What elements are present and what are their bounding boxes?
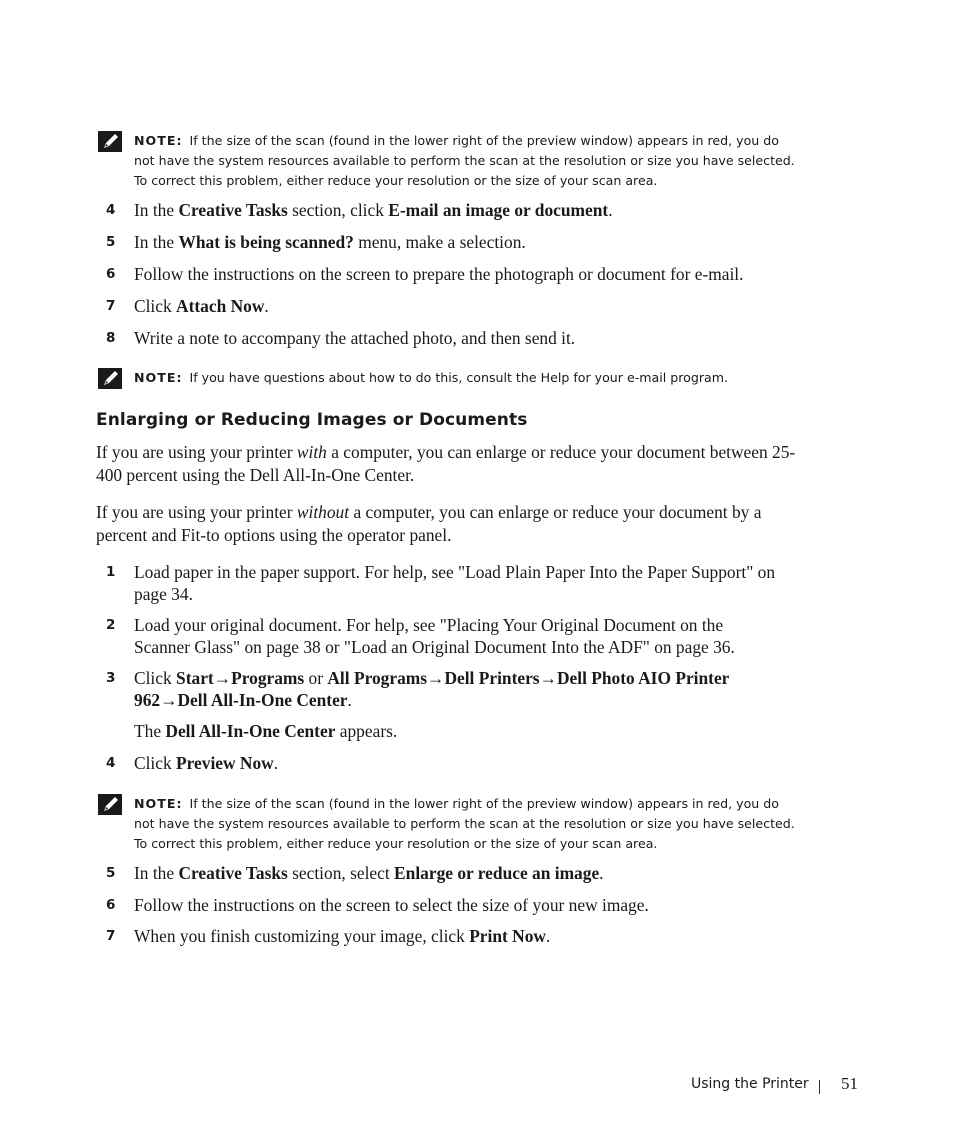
step-text: . [546,926,551,946]
step-text: Click [134,296,177,316]
note-label: NOTE: [134,133,183,148]
step-number: 1 [106,564,116,580]
paragraph [96,441,806,487]
step-text: Follow the instructions on the screen to select the size of your new image. [134,895,649,915]
arrow-icon: → [160,690,178,710]
menu-path-item: Dell All-In-One Center [177,690,348,710]
arrow-icon: → [427,668,445,688]
paragraph-text: If you are using your printer [96,442,297,462]
page-number: 51 [841,1074,858,1093]
step-item [106,199,806,221]
step-item [106,263,806,285]
step-item [106,752,806,774]
paragraph-text: If you are using your printer [96,502,297,522]
step-text: When you finish customizing your image, click [134,926,470,946]
step-text: or [304,668,328,688]
step-text: . [273,753,279,773]
step-number: 7 [106,928,116,944]
note-text [134,794,798,854]
step-number: 3 [106,670,116,686]
arrow-icon: → [213,668,232,688]
emphasis: without [296,502,350,522]
step-text: Click [134,753,177,773]
section-heading: Enlarging or Reducing Images or Documents [96,410,528,430]
note-label: NOTE: [134,370,183,385]
arrow-icon: → [539,668,557,688]
menu-path-item: All Programs [327,668,428,688]
pencil-note-icon [98,131,124,153]
step-text: In the [134,200,179,220]
step-item [106,894,806,916]
ui-term: Enlarge or reduce an image [394,863,600,883]
step-number: 2 [106,617,116,633]
paragraph-text: a computer, you can enlarge or reduce your document between 25-400 percent using the Dell All-In-One Center. [96,442,796,485]
step-text: Load your original document. For help, see "Placing Your Original Document on the Scanner Glass" on page 38 or "Load an Original Document Into the ADF" on page 36. [134,615,735,657]
step-text: . [264,296,269,316]
note-body: If you have questions about how to do this, consult the Help for your e-mail program. [189,370,728,385]
step-number: 6 [106,266,116,282]
step-number: 4 [106,755,116,771]
paragraph [96,501,806,547]
ui-term: E-mail an image or document [388,200,609,220]
note-text [134,131,798,191]
step-item [106,862,806,884]
step-number: 4 [106,202,116,218]
step-number: 6 [106,897,116,913]
step-result [106,720,806,742]
note-text [134,368,798,388]
step-item [106,667,806,711]
paragraph-text: a computer, you can enlarge or reduce your document by a percent and Fit-to options using the operator panel. [96,502,762,545]
pencil-note-icon [98,368,124,390]
footer-divider [819,1080,820,1094]
step-item [106,925,806,947]
menu-path-item: Programs [231,668,305,688]
ui-term: Preview Now [176,753,274,773]
note-block [98,131,798,191]
note-body: If the size of the scan (found in the lower right of the preview window) appears in red, you do not have the system resources available to perform the scan at the resolution or size you have selected. To correct this problem, either reduce your resolution or the size of your scan area. [134,796,795,851]
step-text: . [347,690,352,710]
step-text: . [608,200,613,220]
emphasis: with [296,442,327,462]
step-item [106,295,806,317]
step-text: appears. [335,721,398,741]
note-block [98,794,798,854]
step-text: Click [134,668,177,688]
ui-term: Creative Tasks [178,200,288,220]
step-text: Follow the instructions on the screen to prepare the photograph or document for e-mail. [134,264,744,284]
note-body: If the size of the scan (found in the lower right of the preview window) appears in red, you do not have the system resources available to perform the scan at the resolution or size you have selected. To correct this problem, either reduce your resolution or the size of your scan area. [134,133,795,188]
ui-term: Dell All-In-One Center [165,721,336,741]
step-item [106,231,806,253]
step-text: Write a note to accompany the attached photo, and then send it. [134,328,576,348]
pencil-note-icon [98,794,124,816]
step-number: 7 [106,298,116,314]
footer-chapter-title: Using the Printer [691,1076,809,1092]
step-text: The [134,721,166,741]
step-text: menu, make a selection. [353,232,526,252]
note-block [98,368,798,388]
step-text: section, click [287,200,389,220]
ui-term: Creative Tasks [178,863,288,883]
step-text: section, select [287,863,395,883]
menu-path-item: Start [176,668,214,688]
menu-path-item: Dell Photo AIO Printer 962 [134,668,730,710]
step-text: In the [134,863,179,883]
step-item [106,327,806,349]
ui-term: What is being scanned? [178,232,354,252]
menu-path-item: Dell Printers [444,668,540,688]
ui-term: Print Now [469,926,546,946]
step-number: 8 [106,330,116,346]
note-label: NOTE: [134,796,183,811]
ui-term: Attach Now [176,296,265,316]
step-number: 5 [106,234,116,250]
step-number: 5 [106,865,116,881]
step-text: . [599,863,604,883]
step-text: Load paper in the paper support. For help, see "Load Plain Paper Into the Paper Support" on page 34. [134,562,776,604]
step-item [106,614,806,658]
step-item [106,561,806,605]
step-text: In the [134,232,179,252]
